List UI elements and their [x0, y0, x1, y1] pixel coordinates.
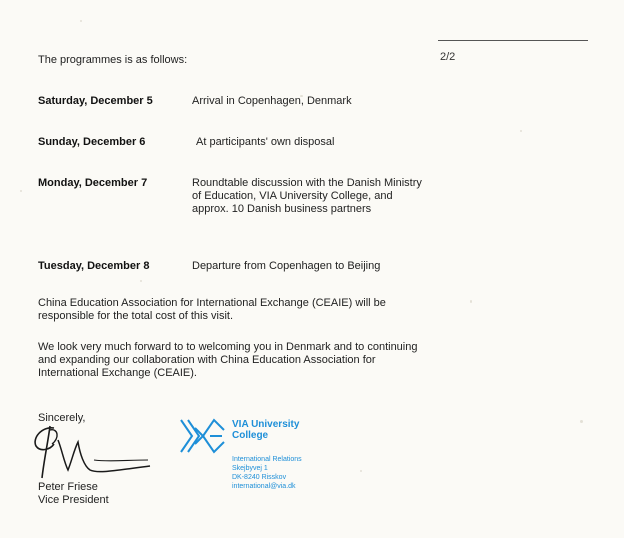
logo-name-line2: College [232, 430, 269, 441]
address-line: DK-8240 Risskov [232, 474, 287, 481]
signer-name: Peter Friese [38, 481, 98, 493]
header-rule [438, 40, 588, 41]
schedule-description: Arrival in Copenhagen, Denmark [192, 95, 352, 107]
schedule-date: Saturday, December 5 [38, 95, 153, 107]
schedule-description: Departure from Copenhagen to Beijing [192, 260, 381, 272]
schedule-date: Tuesday, December 8 [38, 260, 150, 272]
schedule-date: Monday, December 7 [38, 177, 148, 189]
paper-speck [360, 470, 362, 472]
logo-name [232, 419, 312, 441]
intro-text: The programmes is as follows: [38, 54, 188, 66]
via-logo-icon [178, 416, 228, 456]
logo-name-line1: VIA University [232, 419, 300, 430]
logo-address [232, 455, 302, 491]
paper-speck [520, 130, 522, 132]
page-number: 2/2 [440, 51, 456, 63]
collaboration-paragraph: We look very much forward to to welcoming you in Denmark and to continuing and expanding our collaboration with China Education Association for International Exchange (CEAIE). [38, 341, 418, 379]
paper-speck [580, 420, 583, 423]
closing-salutation: Sincerely, [38, 412, 86, 424]
schedule-date: Sunday, December 6 [38, 136, 146, 148]
paper-speck [140, 280, 142, 282]
schedule-description: At participants' own disposal [196, 136, 335, 148]
address-line: Skejbyvej 1 [232, 465, 268, 472]
address-email: international@via.dk [232, 483, 296, 490]
handwritten-signature [28, 420, 158, 482]
paper-speck [20, 190, 22, 192]
schedule-description: Roundtable discussion with the Danish Ministry of Education, VIA University College, and approx. 10 Danish business partners [192, 177, 422, 215]
paper-speck [80, 20, 82, 22]
paper-speck [470, 300, 472, 303]
signer-title: Vice President [38, 494, 109, 506]
cost-paragraph: China Education Association for International Exchange (CEAIE) will be responsible for the total cost of this visit. [38, 297, 386, 322]
address-line: International Relations [232, 456, 302, 463]
